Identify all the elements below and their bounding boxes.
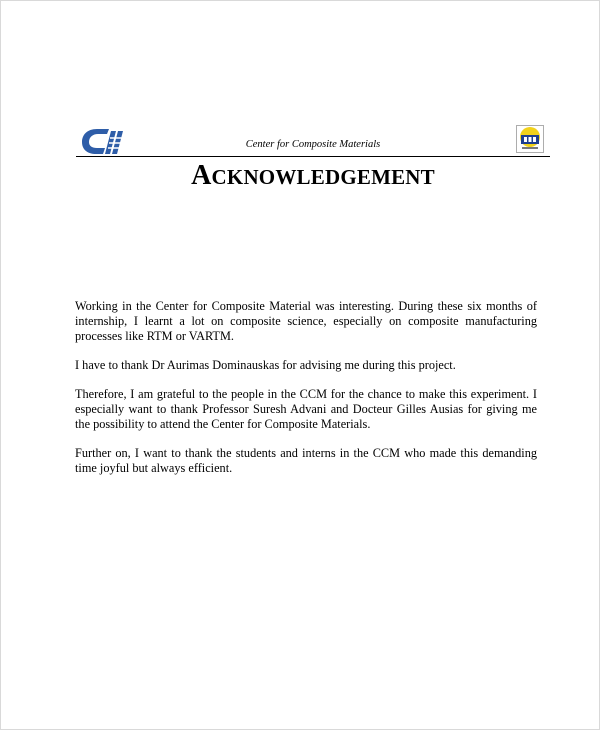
page-header <box>76 124 550 157</box>
header-title: Center for Composite Materials <box>245 139 381 150</box>
paragraph-1: Working in the Center for Composite Material was interesting. During these six months of internship, I learnt a lot on composite science, especially on composite manufacturing processes like RTM or VARTM. <box>75 299 537 343</box>
paragraph-3: Therefore, I am grateful to the people in the CCM for the chance to make this experiment. I especially want to thank Professor Suresh Advani and Docteur Gilles Ausias for giving me the possibility to attend the Center for Composite Materials. <box>75 387 537 431</box>
paragraph-2: I have to thank Dr Aurimas Dominauskas for advising me during this project. <box>75 358 456 372</box>
page-title <box>76 160 550 192</box>
title-first-letter: A <box>191 160 212 191</box>
title-rest: CKNOWLEDGEMENT <box>211 165 435 189</box>
university-seal-logo <box>516 125 544 153</box>
paragraph-4: Further on, I want to thank the students and interns in the CCM who made this demanding time joyful but always efficient. <box>75 446 537 475</box>
acknowledgement-body <box>75 299 537 490</box>
